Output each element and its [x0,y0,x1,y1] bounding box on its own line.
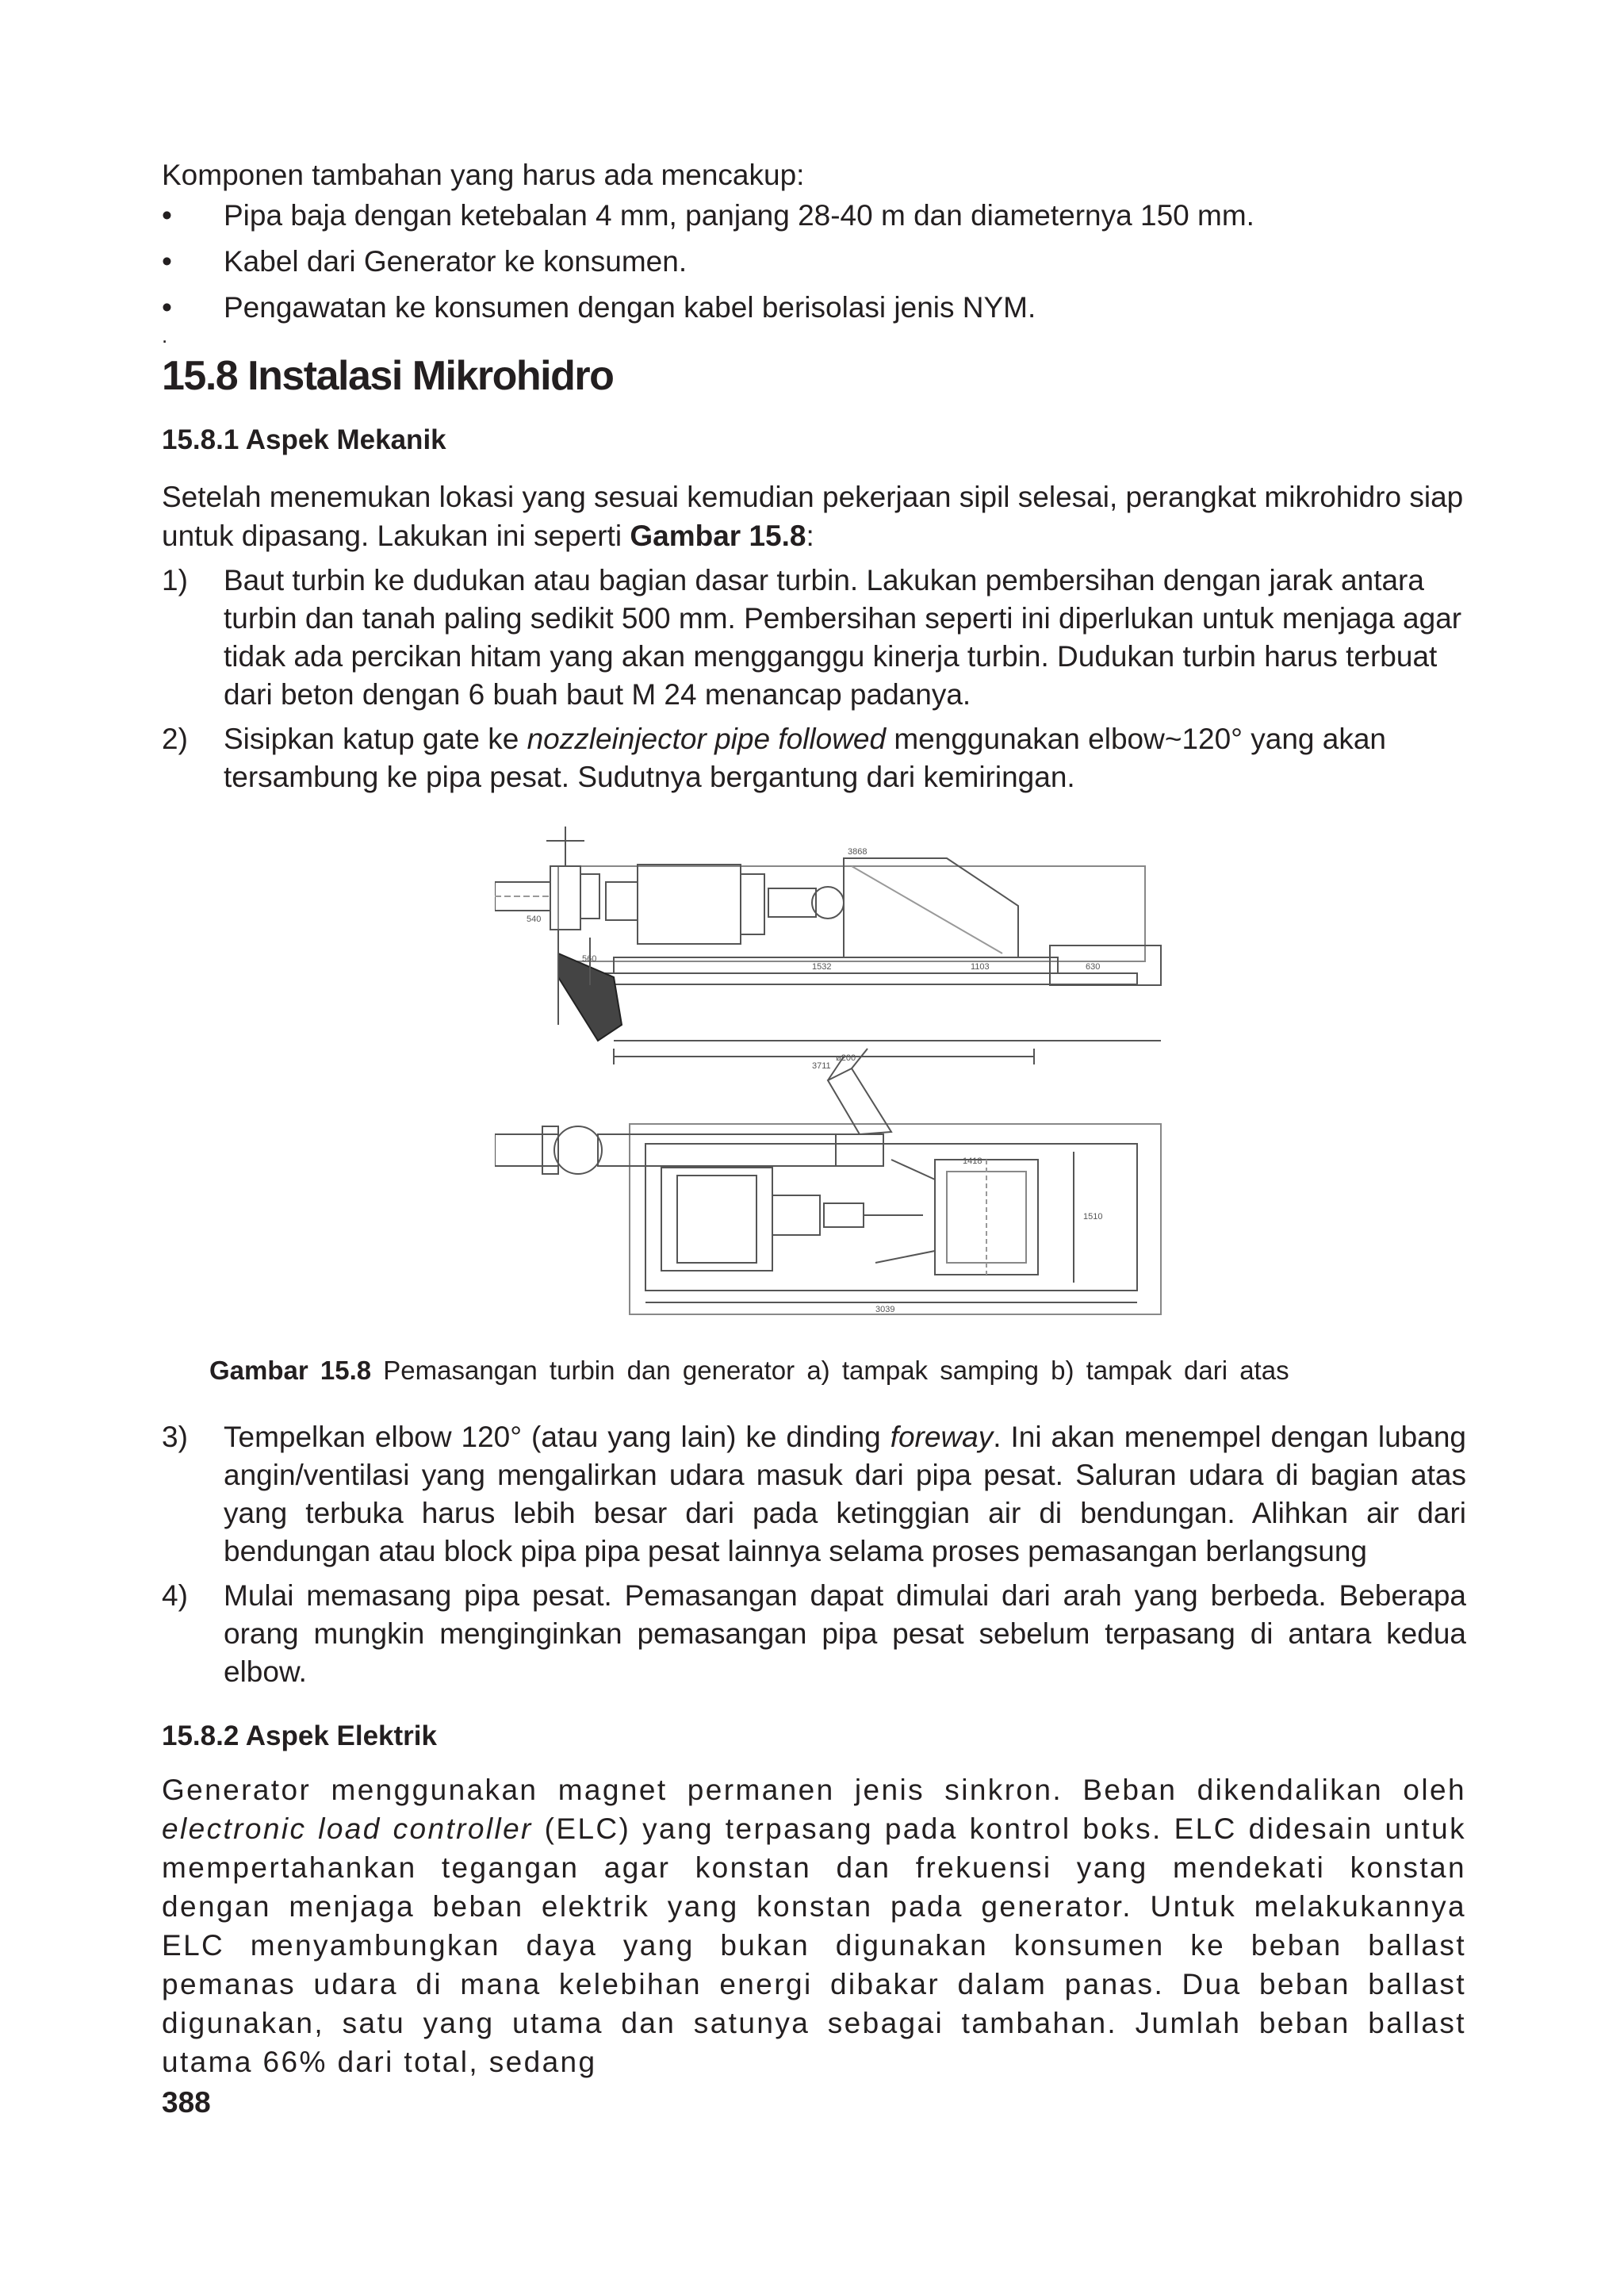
intro-text: Komponen tambahan yang harus ada mencakup: [162,159,805,191]
dimension-label: 1103 [971,962,990,972]
bullet-mark: • [162,291,172,324]
caption-label: Gambar 15.8 [209,1356,372,1385]
step-number: 2) [162,723,188,755]
figure-turbine-generator [162,803,1466,1318]
page-number: 388 [162,2086,211,2119]
dimension-label: ø200 [836,1053,856,1063]
dimension-label: 1532 [812,962,832,972]
technical-drawing [495,819,1296,1318]
step-number: 4) [162,1579,188,1612]
list-item: • Kabel dari Generator ke konsumen. [162,242,1466,281]
dimension-label: 630 [1086,962,1101,972]
dimension-label: 540 [527,915,542,924]
subsection-heading-mekanik: 15.8.1 Aspek Mekanik [162,424,446,455]
bullet-mark: • [162,199,172,232]
mekanik-intro: Setelah menemukan lokasi yang sesuai kemudian pekerjaan sipil selesai, perangkat mikrohidro siap untuk dipasang. Lakukan ini seperti Gambar 15.8: [162,481,1464,552]
dimension-label: 3711 [812,1061,831,1071]
dimension-label: 1418 [963,1156,982,1166]
list-item: • Pengawatan ke konsumen dengan kabel berisolasi jenis NYM. [162,288,1466,327]
page-content [162,155,1466,2081]
step-number: 1) [162,564,188,596]
section-number: 15.8 [162,353,238,399]
steps-list-2 [162,1418,1466,1691]
stray-dot: . [162,324,168,347]
list-item: 4) Mulai memasang pipa pesat. Pemasangan dapat dimulai dari arah yang berbeda. Beberapa orang mungkin menginginkan pemasangan pipa pesat sebelum terpasang di antara kedua elbow. [162,1577,1466,1691]
list-item: 3) Tempelkan elbow 120° (atau yang lain) ke dinding foreway. Ini akan menempel dengan lubang angin/ventilasi yang mengalirkan udara masuk dari pipa pesat. Saluran udara di bagian atas yang terbuka harus lebih besar dari pada ketinggian air di bendungan. Alihkan air dari bendungan atau block pipa pipa pesat lainnya selama proses pemasangan berlangsung [162,1418,1466,1571]
steps-list-1 [162,562,1466,796]
section-title: Instalasi Mikrohidro [247,353,614,399]
top-view-drawing [495,1049,1161,1314]
subsection-heading-elektrik: 15.8.2 Aspek Elektrik [162,1720,437,1751]
dimension-label: 3039 [875,1305,895,1314]
step-number: 3) [162,1421,188,1453]
elektrik-paragraph: Generator menggunakan magnet permanen jenis sinkron. Beban dikendalikan oleh electronic load controller (ELC) yang terpasang pada kontrol boks. ELC didesain untuk mempertahankan tegangan agar konstan dan frekuensi yang mendekati konstan dengan menjaga beban elektrik yang konstan pada generator. Untuk melakukannya ELC menyambungkan daya yang bukan digunakan konsumen ke beban ballast pemanas udara di mana kelebihan energi dibakar dalam panas. Dua beban ballast digunakan, satu yang utama dan satunya sebagai tambahan. Jumlah beban ballast utama 66% dari total, sedang [162,1774,1466,2078]
list-item: 1) Baut turbin ke dudukan atau bagian dasar turbin. Lakukan pembersihan dengan jarak antara turbin dan tanah paling sedikit 500 mm. Pembersihan seperti ini diperlukan untuk menjaga agar tidak ada percikan hitam yang akan mengganggu kinerja turbin. Dudukan turbin harus terbuat dari beton dengan 6 buah baut M 24 menancap padanya. [162,562,1466,714]
dimension-label: 1510 [1083,1212,1103,1222]
figure-reference: Gambar 15.8 [630,520,806,552]
component-list [162,196,1466,327]
figure-caption [162,1353,1466,1388]
list-item: 2) Sisipkan katup gate ke nozzleinjector pipe followed menggunakan elbow~120° yang akan tersambung ke pipa pesat. Sudutnya bergantung dari kemiringan. [162,720,1466,796]
list-item: • Pipa baja dengan ketebalan 4 mm, panjang 28-40 m dan diameternya 150 mm. [162,196,1466,235]
side-view-drawing [495,827,1161,1064]
bullet-mark: • [162,245,172,278]
caption-text: Pemasangan turbin dan generator a) tampak samping b) tampak dari atas [383,1356,1289,1385]
dimension-label: 3868 [848,847,868,857]
section-heading [162,352,1466,400]
dimension-label: 560 [582,954,597,964]
